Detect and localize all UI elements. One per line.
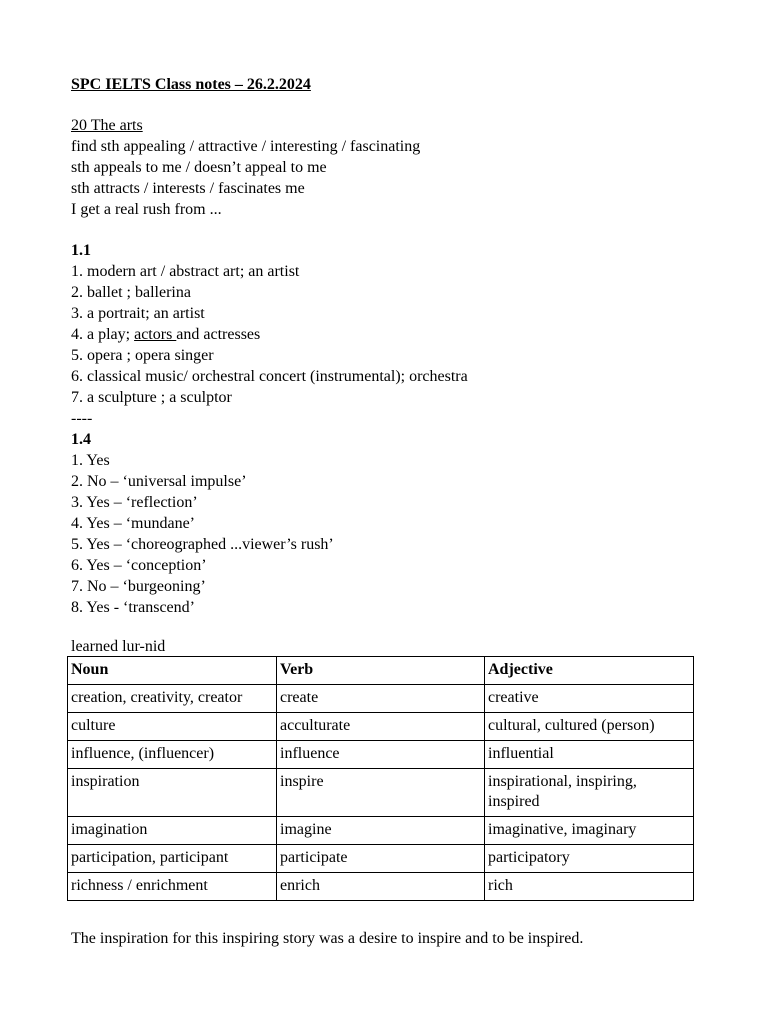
section-1-4-item: 6. Yes – ‘conception’ <box>71 557 207 574</box>
table-row <box>68 769 694 817</box>
section-1-1-item: 6. classical music/ orchestral concert (instrumental); orchestra <box>71 368 468 385</box>
section-1-1-item: 7. a sculpture ; a sculptor <box>71 389 232 406</box>
table-cell: imagine <box>277 817 485 845</box>
table-cell: culture <box>68 713 277 741</box>
table-cell: imaginative, imaginary <box>485 817 694 845</box>
table-row <box>68 845 694 873</box>
table-cell: participatory <box>485 845 694 873</box>
section-1-1-item: 1. modern art / abstract art; an artist <box>71 263 300 280</box>
column-header-noun: Noun <box>68 657 277 685</box>
item-text: 4. a play; <box>71 326 135 343</box>
table-cell: participate <box>277 845 485 873</box>
section-20-heading: 20 The arts <box>71 117 143 134</box>
table-cell: cultural, cultured (person) <box>485 713 694 741</box>
section-1-1-item: 2. ballet ; ballerina <box>71 284 191 301</box>
table-row <box>68 685 694 713</box>
column-header-adjective: Adjective <box>485 657 694 685</box>
table-cell: acculturate <box>277 713 485 741</box>
section-1-4-item: 8. Yes - ‘transcend’ <box>71 599 195 616</box>
table-cell: influence <box>277 741 485 769</box>
section-20-line: sth appeals to me / doesn’t appeal to me <box>71 159 327 176</box>
separator: ---- <box>71 410 93 427</box>
section-1-1-item: 3. a portrait; an artist <box>71 305 205 322</box>
table-cell: inspire <box>277 769 485 817</box>
section-1-1-item <box>71 324 701 345</box>
table-cell: inspirational, inspiring, inspired <box>485 769 694 817</box>
table-cell: inspiration <box>68 769 277 817</box>
section-1-4-heading: 1.4 <box>71 431 91 448</box>
section-1-1-item: 5. opera ; opera singer <box>71 347 214 364</box>
section-1-4-item: 5. Yes – ‘choreographed ...viewer’s rush’ <box>71 536 334 553</box>
blank-line <box>71 95 701 115</box>
table-row <box>68 873 694 901</box>
table-cell: enrich <box>277 873 485 901</box>
section-1-4-item: 2. No – ‘universal impulse’ <box>71 473 247 490</box>
table-cell: creation, creativity, creator <box>68 685 277 713</box>
table-cell: imagination <box>68 817 277 845</box>
column-header-verb: Verb <box>277 657 485 685</box>
table-cell: create <box>277 685 485 713</box>
blank-line <box>71 220 701 240</box>
section-20-line: I get a real rush from ... <box>71 201 222 218</box>
table-row <box>68 713 694 741</box>
word-forms-table <box>67 656 694 901</box>
table-header-row <box>68 657 694 685</box>
section-1-4-item: 7. No – ‘burgeoning’ <box>71 578 206 595</box>
pronunciation-note: learned lur-nid <box>71 638 166 655</box>
table-cell: creative <box>485 685 694 713</box>
section-20-line: find sth appealing / attractive / interesting / fascinating <box>71 138 421 155</box>
underlined-word: actors <box>134 326 177 343</box>
document-page <box>71 74 701 947</box>
table-row <box>68 817 694 845</box>
table-cell: influence, (influencer) <box>68 741 277 769</box>
closing-sentence: The inspiration for this inspiring story was a desire to inspire and to be inspired. <box>71 930 584 947</box>
table-row <box>68 741 694 769</box>
document-title: SPC IELTS Class notes – 26.2.2024 <box>71 76 311 93</box>
item-text: and actresses <box>176 326 261 343</box>
table-cell: richness / enrichment <box>68 873 277 901</box>
section-20-line: sth attracts / interests / fascinates me <box>71 180 305 197</box>
section-1-4-item: 1. Yes <box>71 452 110 469</box>
table-cell: participation, participant <box>68 845 277 873</box>
table-cell: influential <box>485 741 694 769</box>
section-1-4-item: 3. Yes – ‘reflection’ <box>71 494 198 511</box>
section-1-1-heading: 1.1 <box>71 242 91 259</box>
section-1-4-item: 4. Yes – ‘mundane’ <box>71 515 195 532</box>
table-cell: rich <box>485 873 694 901</box>
